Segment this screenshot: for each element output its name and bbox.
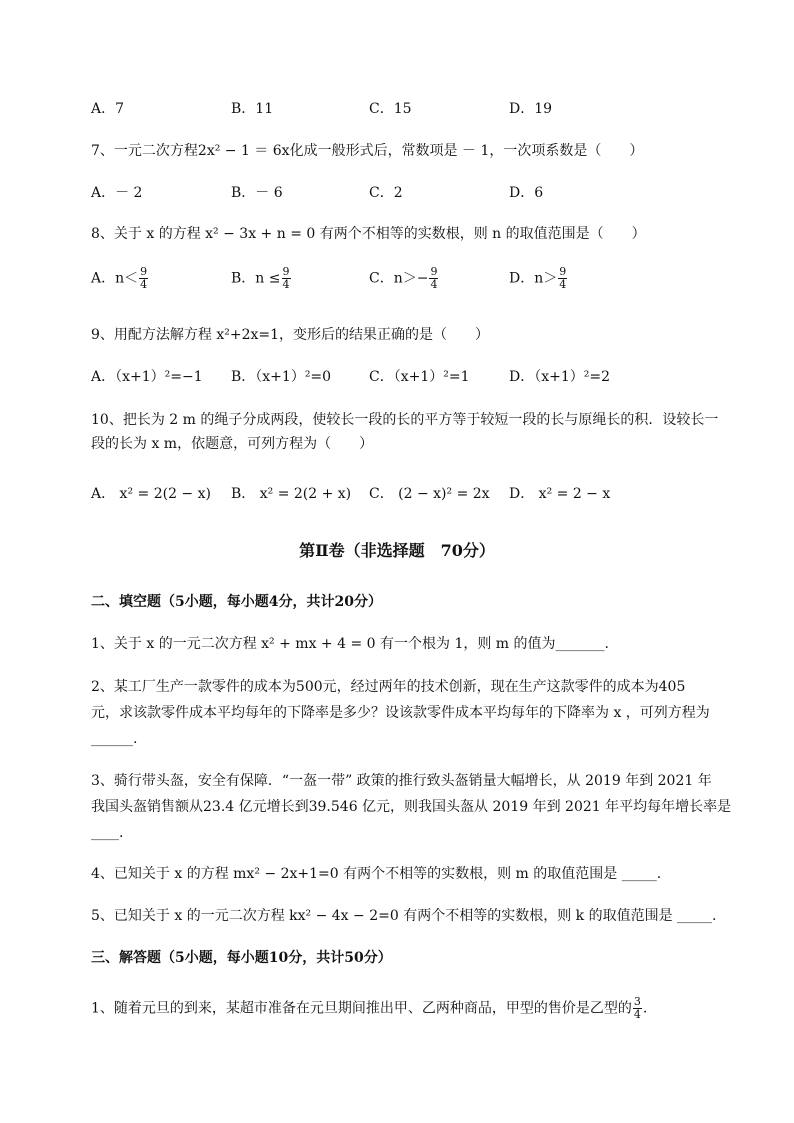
q8-option-d-label: D．n＞ [509, 270, 558, 287]
q9-stem: 9、用配方法解方程 x²+2x=1，变形后的结果正确的是（ ） [91, 327, 490, 343]
section2-heading: 二、填空题（5小题，每小题4分，共计20分） [91, 594, 382, 610]
solve-q1-end: . [642, 1000, 648, 1017]
q9-option-d: D．（x+1）²=2 [509, 369, 611, 385]
q6-option-d: D．19 [509, 101, 553, 117]
q8-option-b [231, 266, 292, 291]
fill-q3-line3: ____. [91, 825, 124, 841]
fraction: $\frac{9}{4}$ [140, 265, 148, 291]
fill-q2-line1: 2、某工厂生产一款零件的成本为500元，经过两年的技术创新，现在生产这款零件的成本为405 [91, 679, 686, 695]
q10-option-d: D． x² = 2 − x [509, 486, 611, 502]
fill-q3-line2: 我国头盔销售额从23.4 亿元增长到39.546 亿元，则我国头盔从 2019 年到 2021 年平均每年增长率是 [91, 799, 732, 815]
q10-option-a: A． x² = 2(2 − x) [91, 486, 211, 502]
fill-q4: 4、已知关于 x 的方程 mx² − 2x+1=0 有两个不相等的实数根，则 m 的取值范围是 _____. [91, 866, 662, 882]
fill-q2-line2: 元，求该款零件成本平均每年的下降率是多少？设该款零件成本平均每年的下降率为 x ，可列方程为 [91, 705, 710, 721]
q10-option-c: C． (2 − x)² = 2x [369, 486, 490, 502]
q6-option-a: A．7 [91, 101, 125, 117]
fraction: $\frac{3}{4}$ [633, 995, 641, 1021]
q8-option-a [91, 266, 149, 291]
fraction: $\frac{9}{4}$ [430, 265, 438, 291]
solve-q1 [91, 996, 647, 1021]
q7-option-c: C．2 [369, 185, 403, 201]
fill-q3-line1: 3、骑行带头盔，安全有保障．“一盔一带” 政策的推行致头盔销量大幅增长，从 2019 年到 2021 年 [91, 773, 712, 789]
q7-option-d: D．6 [509, 185, 544, 201]
q6-option-c: C．15 [369, 101, 412, 117]
q8-option-c [369, 266, 439, 291]
q9-option-c: C．（x+1）²=1 [369, 369, 470, 385]
fraction: $\frac{9}{4}$ [282, 265, 290, 291]
fraction: $\frac{9}{4}$ [559, 265, 567, 291]
q7-option-a: A．－ 2 [91, 185, 143, 201]
q7-option-b: B．－ 6 [231, 185, 283, 201]
part2-title: 第Ⅱ卷（非选择题 70分） [299, 541, 495, 560]
solve-q1-text: 1、随着元旦的到来，某超市准备在元旦期间推出甲、乙两种商品，甲型的售价是乙型的 [91, 1000, 632, 1017]
q8-option-b-label: B．n ≤ [231, 270, 281, 287]
q10-stem-line2: 段的长为 x m，依题意，可列方程为（ ） [91, 436, 374, 452]
fill-q5: 5、已知关于 x 的一元二次方程 kx² − 4x − 2=0 有两个不相等的实数根，则 k 的取值范围是 _____. [91, 908, 717, 924]
q9-option-a: A．（x+1）²=−1 [91, 369, 203, 385]
q6-option-b: B．11 [231, 101, 274, 117]
q10-option-b: B． x² = 2(2 + x) [231, 486, 352, 502]
section3-heading: 三、解答题（5小题，每小题10分，共计50分） [91, 950, 392, 966]
fill-q1: 1、关于 x 的一元二次方程 x² + mx + 4 = 0 有一个根为 1，则 m 的值为_______. [91, 636, 609, 652]
q10-stem-line1: 10、把长为 2 m 的绳子分成两段，使较长一段的长的平方等于较短一段的长与原绳长的积．设较长一 [91, 412, 719, 428]
fill-q2-line3: ______. [91, 731, 138, 747]
q8-option-a-label: A．n＜ [91, 270, 139, 287]
q8-stem: 8、关于 x 的方程 x² − 3x + n = 0 有两个不相等的实数根，则 n 的取值范围是（ ） [91, 226, 646, 242]
q8-option-d [509, 266, 568, 291]
q7-stem: 7、一元二次方程2x² − 1 ＝ 6x化成一般形式后，常数项是 － 1，一次项系数是（ ） [91, 143, 644, 159]
q8-option-c-label: C．n＞− [369, 270, 429, 287]
q9-option-b: B．（x+1）²=0 [231, 369, 332, 385]
